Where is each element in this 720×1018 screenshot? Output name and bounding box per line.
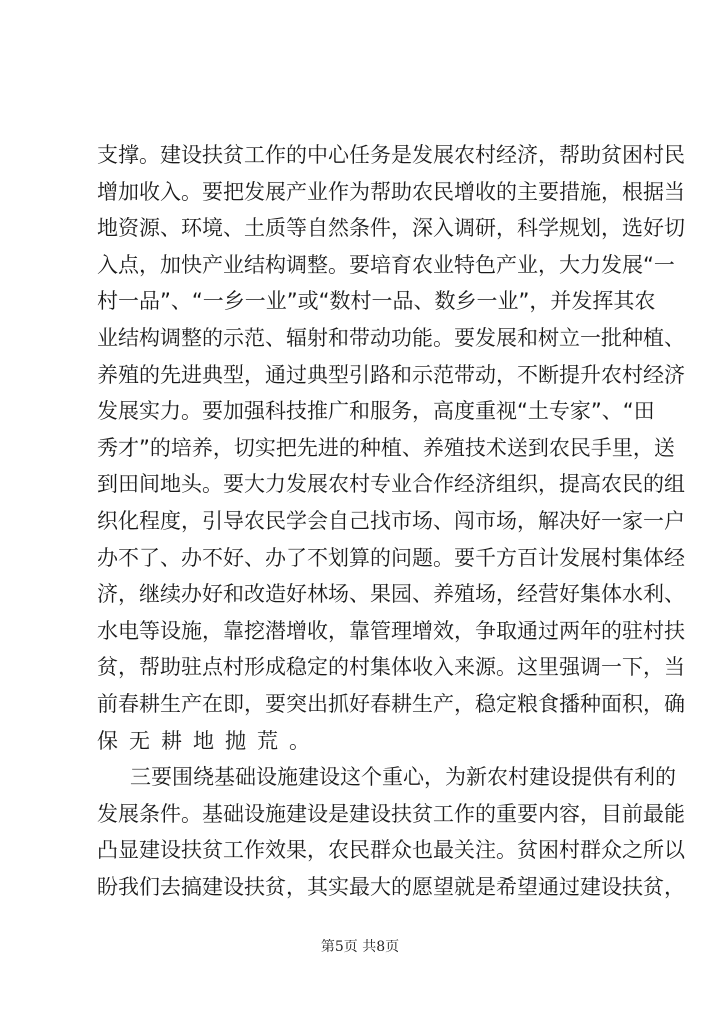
text-line: 前春耕生产在即，要突出抓好春耕生产，稳定粮食播种面积，确 <box>97 692 685 716</box>
text-line: 盼我们去搞建设扶贫，其实最大的愿望就是希望通过建设扶贫， <box>97 875 685 899</box>
text-line: 增加收入。要把发展产业作为帮助农民增收的主要措施，根据当 <box>97 180 685 204</box>
text-line: 秀才”的培养，切实把先进的种植、养殖技术送到农民手里，送 <box>97 436 675 460</box>
text-line: 养殖的先进典型，通过典型引路和示范带动，不断提升农村经济 <box>97 363 685 387</box>
text-line: 发展条件。基础设施建设是建设扶贫工作的重要内容，目前最能 <box>97 802 685 826</box>
page-footer: 第5页 共8页 <box>320 939 400 955</box>
text-line: 村一品”、“一乡一业”或“数村一品、数乡一业”，并发挥其农 <box>97 289 656 313</box>
text-line: 支撑。建设扶贫工作的中心任务是发展农村经济，帮助贫困村民 <box>97 143 685 167</box>
text-line: 办不了、办不好、办了不划算的问题。要千方百计发展村集体经 <box>97 546 685 570</box>
text-line: 地资源、环境、土质等自然条件，深入调研，科学规划，选好切 <box>97 216 685 240</box>
text-line: 贫，帮助驻点村形成稳定的村集体收入来源。这里强调一下，当 <box>97 655 685 679</box>
text-line: 凸显建设扶贫工作效果，农民群众也最关注。贫困村群众之所以 <box>97 838 685 862</box>
text-line: 入点，加快产业结构调整。要培育农业特色产业，大力发展“一 <box>97 253 675 277</box>
text-line: 到田间地头。要大力发展农村专业合作经济组织，提高农民的组 <box>97 472 685 496</box>
text-line: 发展实力。要加强科技推广和服务，高度重视“土专家”、“田 <box>97 399 655 423</box>
text-line: 业结构调整的示范、辐射和带动功能。要发展和树立一批种植、 <box>97 326 685 350</box>
text-line: 济，继续办好和改造好林场、果园、养殖场，经营好集体水利、 <box>97 582 685 606</box>
text-line: 三要围绕基础设施建设这个重心，为新农村建设提供有利的 <box>130 765 676 789</box>
text-line: 保无耕地抛荒。 <box>97 729 321 753</box>
text-line: 织化程度，引导农民学会自己找市场、闯市场，解决好一家一户 <box>97 509 685 533</box>
text-line: 水电等设施，靠挖潜增收，靠管理增效，争取通过两年的驻村扶 <box>97 619 685 643</box>
